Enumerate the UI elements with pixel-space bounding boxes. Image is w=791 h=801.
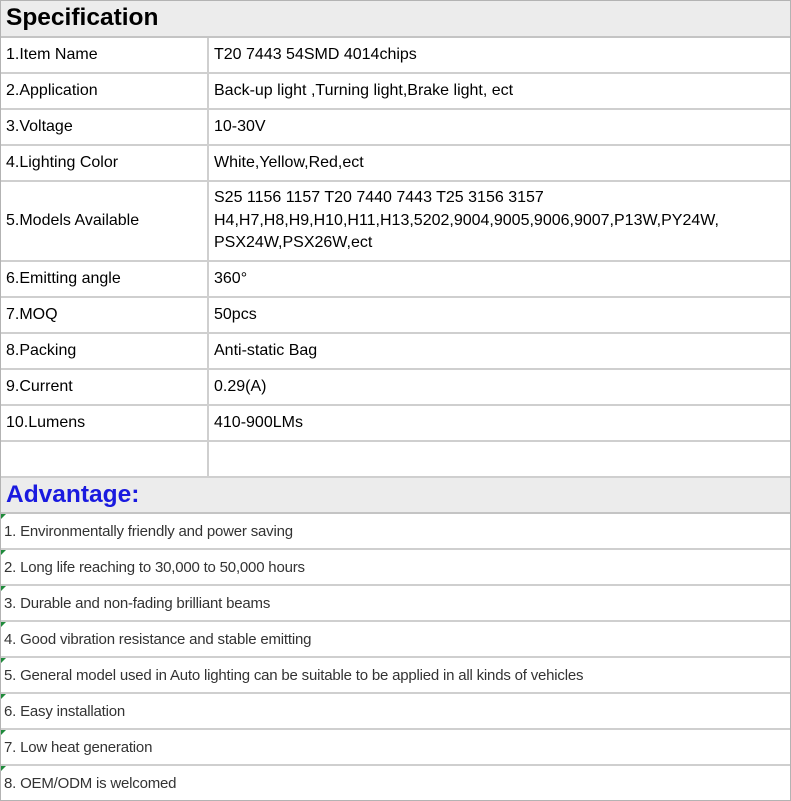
cell-marker-icon: [1, 694, 6, 699]
spec-label: 6.Emitting angle: [1, 262, 209, 296]
spec-label: 3.Voltage: [1, 110, 209, 144]
advantage-text: 8. OEM/ODM is welcomed: [4, 775, 177, 792]
spec-value: T20 7443 54SMD 4014chips: [214, 46, 417, 63]
advantage-item: [1, 514, 790, 550]
advantage-text: 5. General model used in Auto lighting can be suitable to be applied in all kinds of vehicles: [4, 666, 584, 684]
advantage-item: [1, 658, 790, 694]
advantage-item: [1, 550, 790, 586]
spec-row-current: [1, 370, 790, 406]
models-line: H4,H7,H8,H9,H10,H11,H13,5202,9004,9005,9006,9007,P13W,PY24W,: [214, 211, 719, 229]
spec-value: Anti-static Bag: [214, 342, 318, 359]
spec-label: 5.Models Available: [1, 182, 209, 260]
spec-value: 10-30V: [214, 118, 266, 135]
spec-row-voltage: [1, 110, 790, 146]
advantage-text: 1. Environmentally friendly and power saving: [4, 522, 293, 540]
spec-label: 1.Item Name: [1, 38, 209, 72]
models-line: PSX24W,PSX26W,ect: [214, 234, 373, 252]
cell-marker-icon: [1, 622, 6, 627]
spec-value: [209, 182, 790, 260]
spec-label: 2.Application: [1, 74, 209, 108]
spec-label: 9.Current: [1, 370, 209, 404]
spec-value: 410-900LMs: [214, 414, 303, 431]
spec-row-emitting-angle: [1, 262, 790, 298]
cell-marker-icon: [1, 586, 6, 591]
specification-title: Specification: [6, 4, 159, 31]
spec-label: 4.Lighting Color: [1, 146, 209, 180]
advantage-item: [1, 766, 790, 801]
advantage-text: 7. Low heat generation: [4, 738, 153, 756]
advantage-text: 6. Easy installation: [4, 702, 126, 720]
advantage-item: [1, 586, 790, 622]
advantage-text: 2. Long life reaching to 30,000 to 50,000 hours: [4, 558, 305, 576]
cell-marker-icon: [1, 514, 6, 519]
advantage-text: 3. Durable and non-fading brilliant beams: [4, 594, 271, 612]
spec-label: 10.Lumens: [1, 406, 209, 440]
advantage-item: [1, 622, 790, 658]
spec-value: [209, 442, 790, 476]
cell-marker-icon: [1, 550, 6, 555]
spec-row-item-name: [1, 38, 790, 74]
advantage-item: [1, 730, 790, 766]
spec-row-lighting-color: [1, 146, 790, 182]
spec-value: White,Yellow,Red,ect: [214, 154, 364, 171]
spec-label: [1, 442, 209, 476]
spec-label: 7.MOQ: [1, 298, 209, 332]
spec-label: 8.Packing: [1, 334, 209, 368]
spec-row-moq: [1, 298, 790, 334]
spec-row-application: [1, 74, 790, 110]
advantage-title: Advantage:: [6, 481, 140, 508]
specification-header: [1, 1, 790, 38]
cell-marker-icon: [1, 658, 6, 663]
spec-row-empty: [1, 442, 790, 478]
advantage-item: [1, 694, 790, 730]
cell-marker-icon: [1, 766, 6, 771]
spec-row-packing: [1, 334, 790, 370]
advantage-header: [1, 478, 790, 514]
spec-value: 360°: [214, 270, 248, 287]
spec-row-lumens: [1, 406, 790, 442]
cell-marker-icon: [1, 730, 6, 735]
spec-row-models-available: [1, 182, 790, 262]
spec-value: 50pcs: [214, 306, 257, 323]
spec-value: Back-up light ,Turning light,Brake light, ect: [214, 82, 514, 99]
models-line: S25 1156 1157 T20 7440 7443 T25 3156 3157: [214, 189, 544, 207]
advantage-text: 4. Good vibration resistance and stable emitting: [4, 630, 312, 648]
spec-value: 0.29(A): [214, 378, 267, 395]
